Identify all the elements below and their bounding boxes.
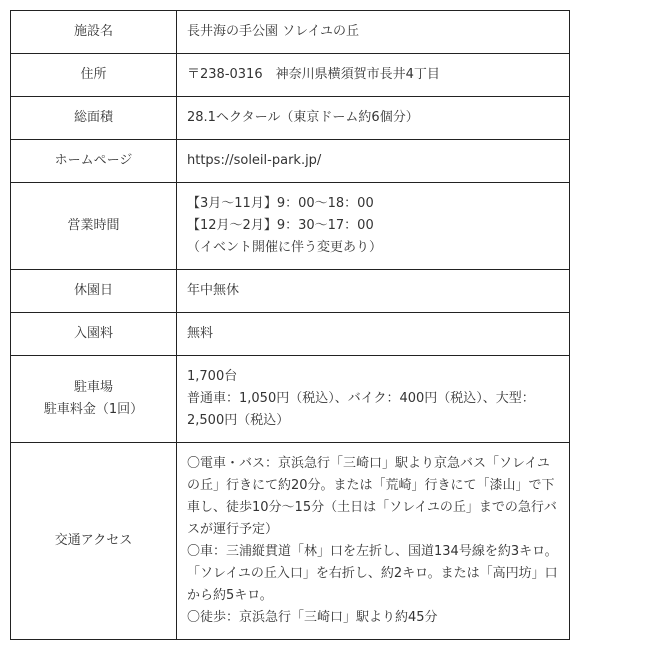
row-value-closed-days xyxy=(177,270,570,313)
table-row xyxy=(11,140,570,183)
access-walk: 〇徒歩：京浜急行「三崎口」駅より約45分 xyxy=(187,610,438,625)
parking-capacity: 1,700台 xyxy=(187,369,238,384)
homepage-link[interactable]: https://soleil-park.jp/ xyxy=(187,153,322,168)
row-label-area: 総面積 xyxy=(11,97,177,140)
facility-info-table xyxy=(10,10,570,640)
hours-line: 【12月〜2月】9：30〜17：00 xyxy=(187,218,374,233)
area-text: 28.1ヘクタール（東京ドーム約6個分） xyxy=(187,110,419,125)
table-row xyxy=(11,356,570,443)
closed-days-text: 年中無休 xyxy=(187,283,240,298)
parking-label: 駐車場 xyxy=(73,380,113,395)
table-row xyxy=(11,183,570,270)
table-row xyxy=(11,313,570,356)
access-train-bus: 〇電車・バス：京浜急行「三崎口」駅より京急バス「ソレイユの丘」行きにて約20分。または「荒崎」行きにて「漆山」で下車し、徒歩10分〜15分（土日は「ソレイユの丘」までの急行バスが運行予定） xyxy=(187,456,557,537)
table-row xyxy=(11,97,570,140)
access-car: 〇車：三浦縦貫道「林」口を左折し、国道134号線を約3キロ。「ソレイユの丘入口」を右折し、約2キロ。または「高円坊」口から約5キロ。 xyxy=(187,544,558,603)
row-label-parking xyxy=(11,356,177,443)
table-row xyxy=(11,270,570,313)
address-text: 〒238-0316 神奈川県横須賀市長井4丁目 xyxy=(187,67,440,82)
row-label-name: 施設名 xyxy=(11,11,177,54)
table-row xyxy=(11,443,570,640)
row-value-name xyxy=(177,11,570,54)
row-value-access xyxy=(177,443,570,640)
row-label-address: 住所 xyxy=(11,54,177,97)
hours-line: （イベント開催に伴う変更あり） xyxy=(187,240,383,255)
row-label-closed-days: 休園日 xyxy=(11,270,177,313)
table-row xyxy=(11,11,570,54)
row-label-hours: 営業時間 xyxy=(11,183,177,270)
facility-name: 長井海の手公園 ソレイユの丘 xyxy=(187,24,359,39)
hours-line: 【3月〜11月】9：00〜18：00 xyxy=(187,196,374,211)
parking-fees: 普通車：1,050円（税込）、バイク：400円（税込）、大型：2,500円（税込） xyxy=(187,391,535,428)
row-value-area xyxy=(177,97,570,140)
parking-fee-label: 駐車料金（1回） xyxy=(43,402,144,417)
row-label-admission: 入園料 xyxy=(11,313,177,356)
row-value-parking xyxy=(177,356,570,443)
row-label-access: 交通アクセス xyxy=(11,443,177,640)
row-value-hours xyxy=(177,183,570,270)
row-label-homepage: ホームページ xyxy=(11,140,177,183)
row-value-admission xyxy=(177,313,570,356)
row-value-address xyxy=(177,54,570,97)
admission-text: 無料 xyxy=(187,326,214,341)
row-value-homepage xyxy=(177,140,570,183)
table-row xyxy=(11,54,570,97)
